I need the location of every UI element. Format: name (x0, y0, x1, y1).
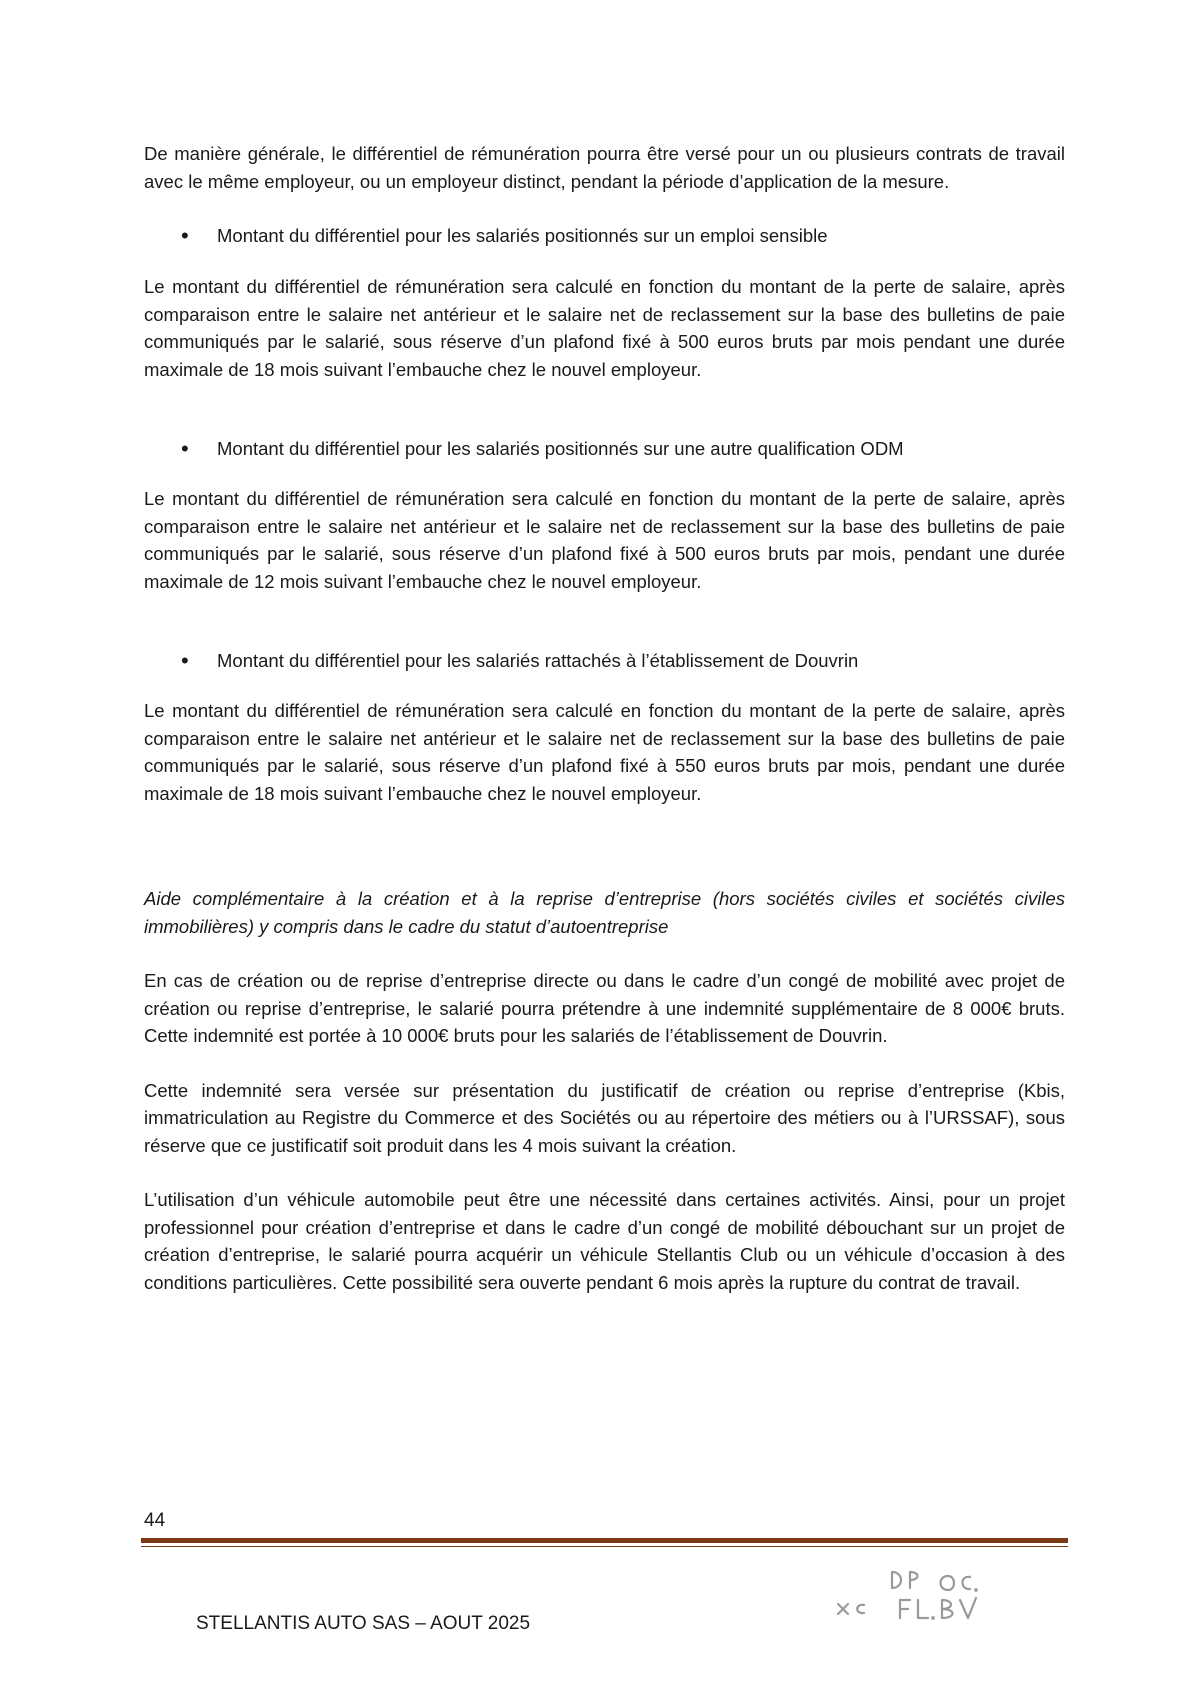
footer-rule-thick (141, 1538, 1068, 1543)
bullet-icon: • (181, 223, 189, 248)
intro-paragraph: De manière générale, le différentiel de rémunération pourra être versé pour un ou plusieurs contrats de travail avec le même employeur, ou un employeur distinct, pendant la période d’application de la mesure. (144, 143, 1065, 192)
bullet-heading-emploi-sensible (144, 222, 1065, 249)
bullet-heading-douvrin (144, 647, 1065, 674)
bullet-heading-qualification-odm (144, 435, 1065, 462)
bullet-heading-text: Montant du différentiel pour les salariés positionnés sur une autre qualification ODM (217, 438, 904, 459)
page-number: 44 (144, 1510, 166, 1531)
bullet-icon: • (181, 648, 189, 673)
section-heading: Aide complémentaire à la création et à la reprise d’entreprise (hors sociétés civiles et sociétés civiles immobilières) y compris dans le cadre du statut d’autoentreprise (144, 888, 1065, 937)
footer-rule-thin (141, 1546, 1068, 1547)
bullet-heading-text: Montant du différentiel pour les salariés positionnés sur un emploi sensible (217, 225, 828, 246)
bullet1-paragraph: Le montant du différentiel de rémunération sera calculé en fonction du montant de la perte de salaire, après comparaison entre le salaire net antérieur et le salaire net de reclassement sur la base des bulletins de paie communiqués par le salarié, sous réserve d’un plafond fixé à 500 euros bruts par mois pendant une durée maximale de 18 mois suivant l’embauche chez le nouvel employeur. (144, 276, 1065, 380)
bullet-heading-text: Montant du différentiel pour les salariés rattachés à l’établissement de Douvrin (217, 650, 859, 671)
section-paragraph-3: L’utilisation d’un véhicule automobile peut être une nécessité dans certaines activités. Ainsi, pour un projet professionnel pour création d’entreprise et dans le cadre d’un congé de mobilité débouchant sur un projet de création d’entreprise, le salarié pourra acquérir un véhicule Stellantis Club ou un véhicule d’occasion à des conditions particulières. Cette possibilité sera ouverte pendant 6 mois après la rupture du contrat de travail. (144, 1189, 1065, 1293)
section-paragraph-2: Cette indemnité sera versée sur présentation du justificatif de création ou reprise d’entreprise (Kbis, immatriculation au Registre du Commerce et des Sociétés ou au répertoire des métiers ou à l’URSSAF), sous réserve que ce justificatif soit produit dans les 4 mois suivant la création. (144, 1079, 1065, 1156)
section-paragraph-1: En cas de création ou de reprise d’entreprise directe ou dans le cadre d’un congé de mobilité avec projet de création ou reprise d’entreprise, le salarié pourra prétendre à une indemnité supplémentaire de 8 000€ bruts. Cette indemnité est portée à 10 000€ bruts pour les salariés de l’établissement de Douvrin. (144, 970, 1065, 1046)
bullet-icon: • (181, 436, 189, 461)
bullet3-paragraph: Le montant du différentiel de rémunération sera calculé en fonction du montant de la perte de salaire, après comparaison entre le salaire net antérieur et le salaire net de reclassement sur la base des bulletins de paie communiqués par le salarié, sous réserve d’un plafond fixé à 550 euros bruts par mois, pendant une durée maximale de 18 mois suivant l’embauche chez le nouvel employeur. (144, 700, 1065, 804)
document-body (144, 140, 1065, 1296)
footer-company: STELLANTIS AUTO SAS – AOUT 2025 (196, 1613, 531, 1634)
bullet2-paragraph: Le montant du différentiel de rémunération sera calculé en fonction du montant de la perte de salaire, après comparaison entre le salaire net antérieur et le salaire net de reclassement sur la base des bulletins de paie communiqués par le salarié, sous réserve d’un plafond fixé à 500 euros bruts par mois, pendant une durée maximale de 12 mois suivant l’embauche chez le nouvel employeur. (144, 488, 1065, 592)
handwritten-initials (830, 1560, 1010, 1630)
